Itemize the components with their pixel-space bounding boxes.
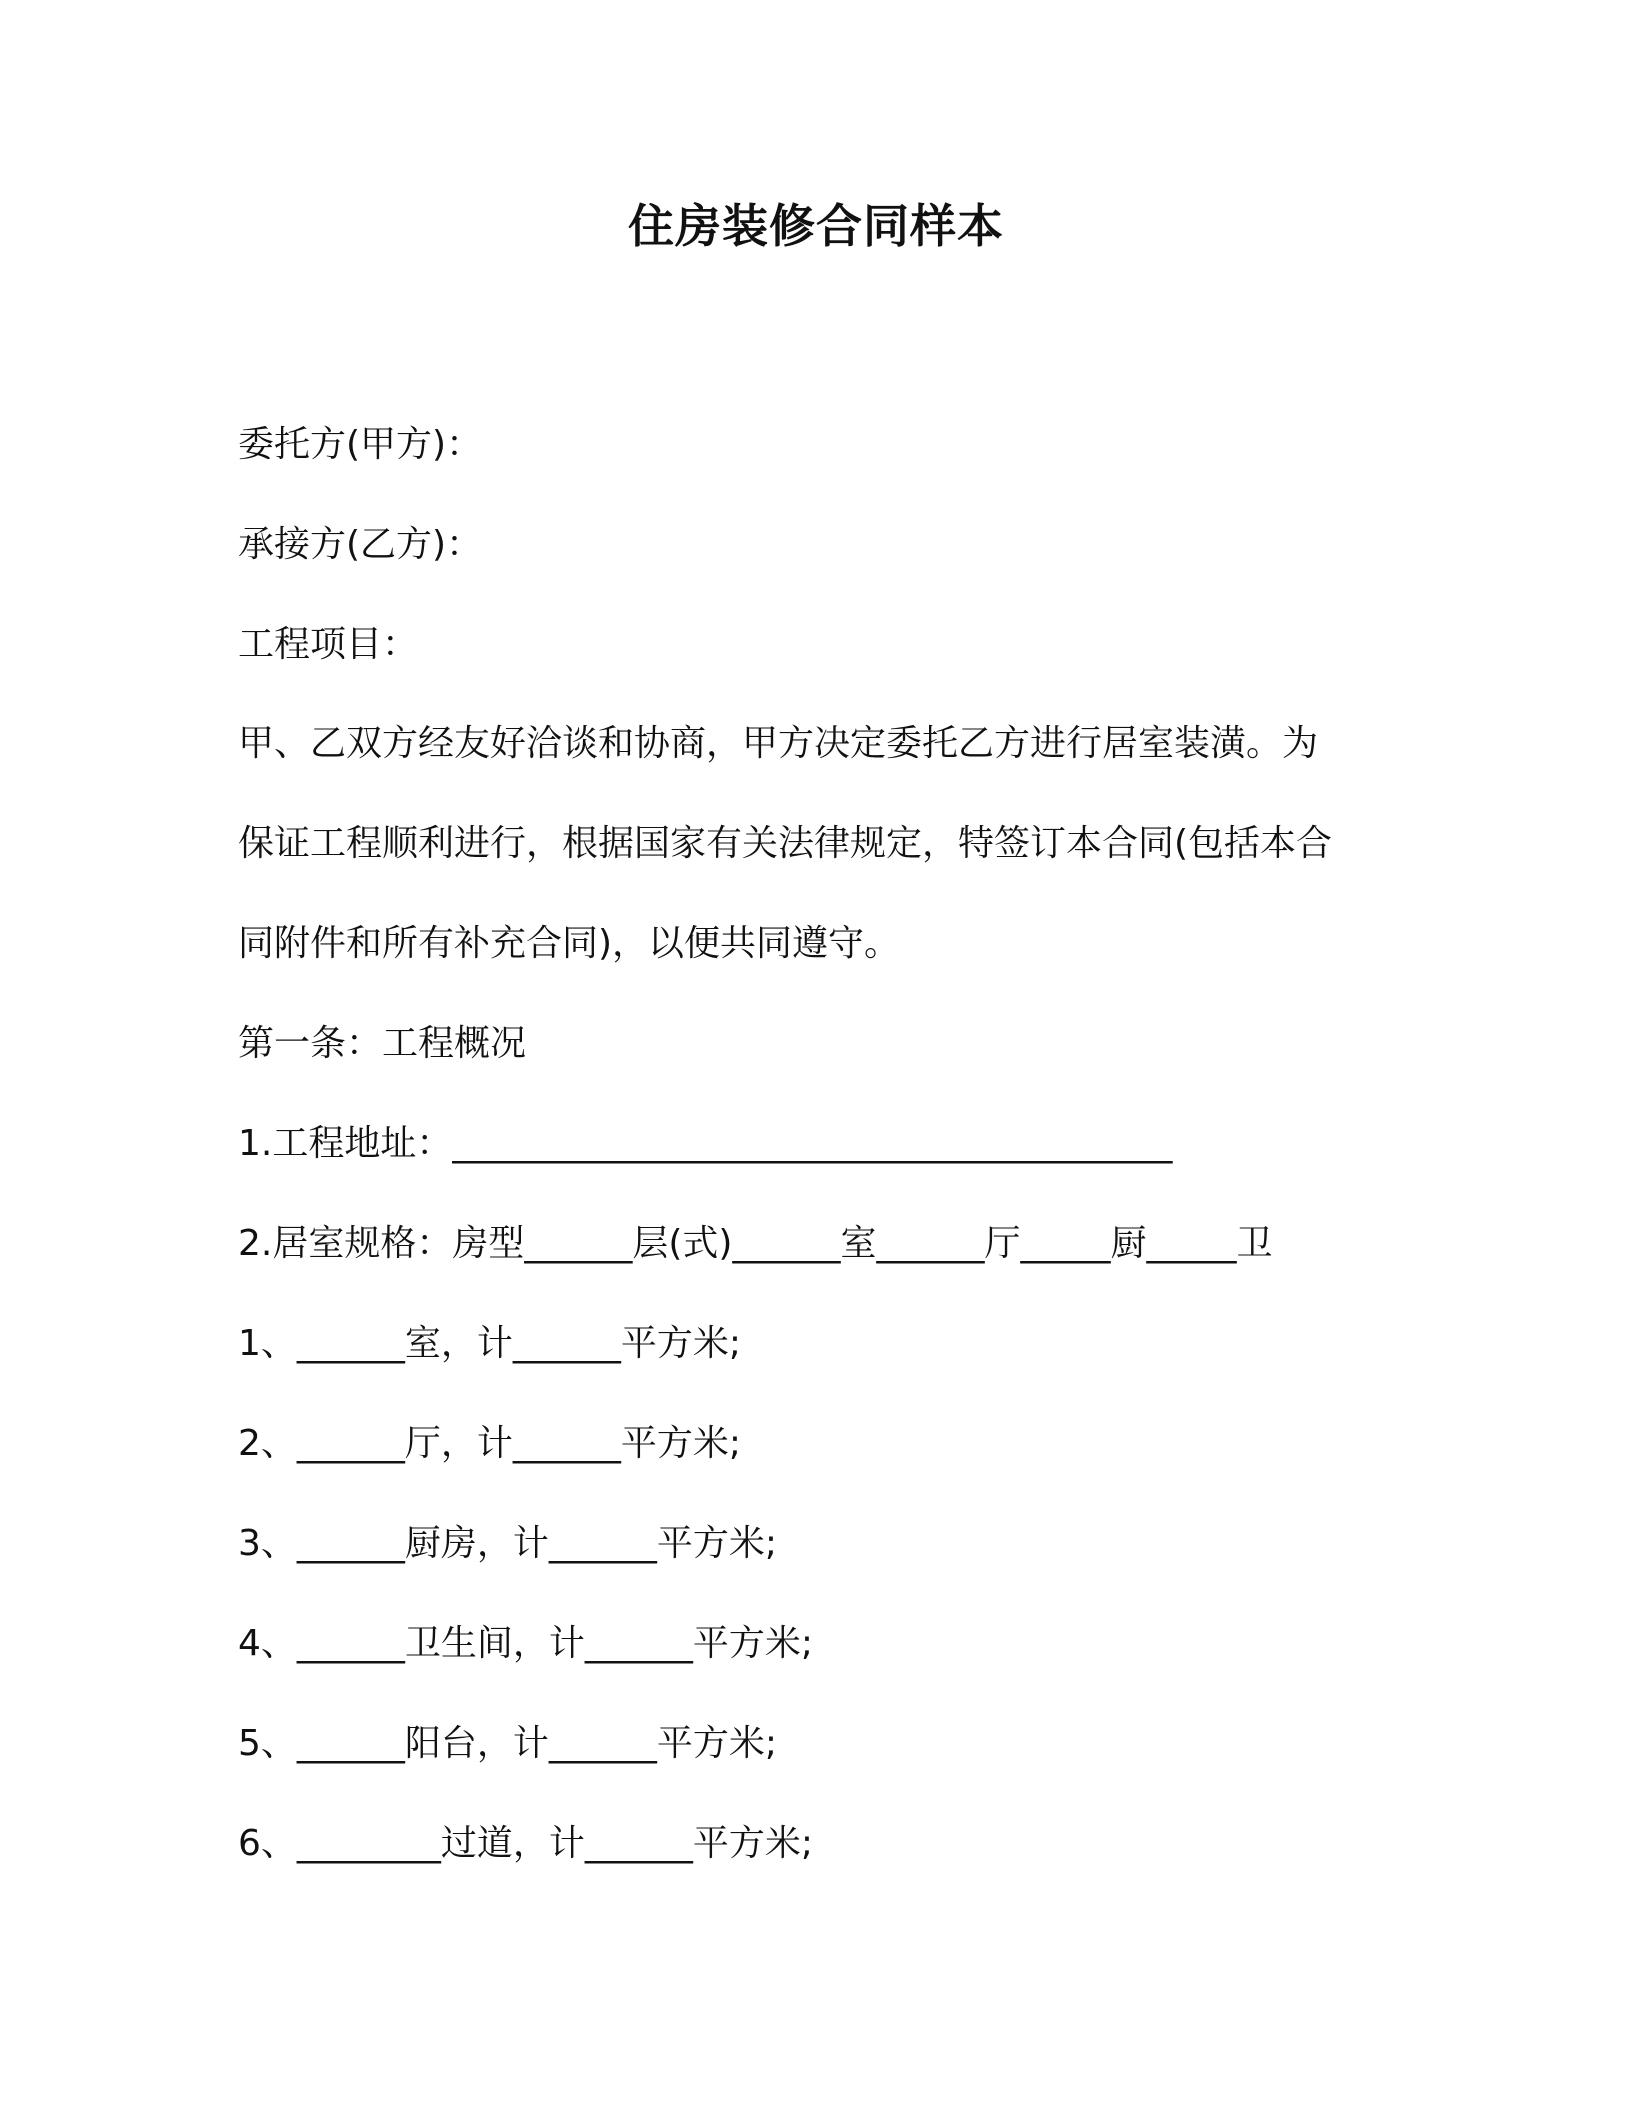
list-item: 4、______卫生间，计______平方米; xyxy=(238,1623,814,1664)
list-item: 2、______厅，计______平方米; xyxy=(238,1423,742,1464)
party-a-line: 委托方(甲方)： xyxy=(238,424,483,465)
intro-paragraph-line: 同附件和所有补充合同)，以便共同遵守。 xyxy=(238,923,901,964)
room-spec-line: 2.居室规格：房型______层(式)______室______厅_____厨_____卫 xyxy=(238,1223,1273,1264)
list-item: 6、________过道，计______平方米; xyxy=(238,1823,814,1864)
document-title: 住房装修合同样本 xyxy=(628,199,1004,253)
article-1-heading: 第一条：工程概况 xyxy=(238,1023,527,1064)
list-item: 1、______室，计______平方米; xyxy=(238,1323,742,1364)
list-item: 5、______阳台，计______平方米; xyxy=(238,1723,778,1764)
party-b-line: 承接方(乙方)： xyxy=(238,524,483,565)
address-line: 1.工程地址：________________________________________ xyxy=(238,1123,1173,1164)
intro-paragraph-line: 保证工程顺利进行，根据国家有关法律规定，特签订本合同(包括本合 xyxy=(238,823,1333,864)
project-line: 工程项目： xyxy=(238,624,419,665)
intro-paragraph-line: 甲、乙双方经友好洽谈和协商，甲方决定委托乙方进行居室装潢。为 xyxy=(238,723,1319,764)
list-item: 3、______厨房，计______平方米; xyxy=(238,1523,778,1564)
